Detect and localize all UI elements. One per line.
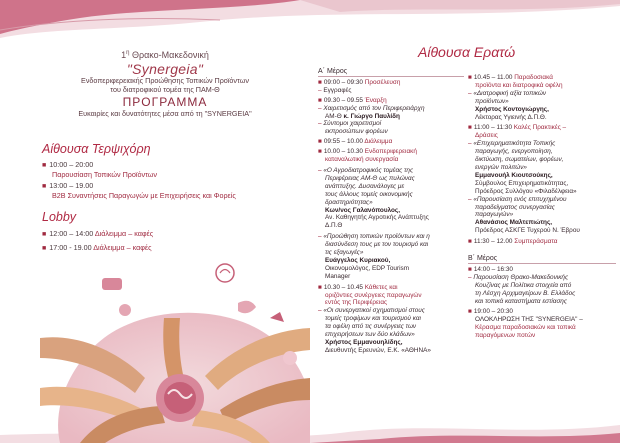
agenda-row-break: ■ 09:55 – 10.00 Διάλειμμα: [318, 138, 393, 146]
terpsichori-item-1-text: Παρουσίαση Τοπικών Προϊόντων: [52, 170, 158, 179]
program-heading: ΠΡΟΓΡΑΜΜΑ: [122, 94, 208, 109]
speaker-name: Χρήστος Κοντογιώργης,: [475, 105, 549, 113]
program-header: [40, 50, 290, 118]
speaker-name: Αθανάσιος Μαλτεπιώτης,: [475, 219, 553, 227]
erato-title: Αίθουσα Ερατώ: [418, 44, 516, 60]
agenda-row-synergies: ■ 10.30 – 10.45 Κάθετες και: [318, 283, 398, 291]
speaker-name: Κων/νος Γαλανόπουλος,: [325, 206, 401, 214]
terpsichori-item-2-text: B2B Συναντήσεις Παραγωγών με Επιχειρήσεις και Φορείς: [52, 191, 236, 200]
agenda-row-conclusions: ■ 11:30 – 12.00 Συμπεράσματα: [468, 238, 558, 246]
event-subtitle-2: του διατροφικού τομέα της ΠΑΜ-Θ: [110, 84, 220, 94]
speaker-name: Εμμανουήλ Κιουτσούκης,: [475, 171, 553, 179]
agenda-row-good-practices: ■ 11:00 – 11:30 Καλές Πρακτικές –: [468, 124, 567, 132]
agenda-row-opening: ■ 09.30 – 09.55 Έναρξη: [318, 96, 387, 104]
erato-column-2: ■ 10.45 – 11.00 Παραδοσιακά προϊόντα και διατροφικά οφέλη – «Διατροφική αξία τοπικών προϊόντων» Χρήστος Κοντογιώργης, Λέκτορας Υγιεινής Δ.Π.Θ. ■ 11:00 – 11:30 Καλές Πρακτικές – Δράσεις – «Επιχειρηματικότητα Τοπικής παραγωγής, ενεργοποίηση, δικτύωση, σωματείων, φορέων, ενεργών πολιτών» Εμμανουήλ Κιουτσούκης, Σύμβουλος Επιχειρηματικότητας, Πρόεδρος Συλλόγου «Φιλαδέλφεια» – «Παρουσίαση ενός επιτυχημένου παραδείγματος συνεργασίας παραγωγών» Αθανάσιος Μαλτεπιώτης, Πρόεδρος ΑΣΚΓΕ Τυχερού Ν. Έβρου ■ 11:30 – 12.00 Συμπεράσματα Β΄ Μέρος ■ 14:00 – 16:30 – Παρουσίαση Θρακο-Μακεδονικής Κουζίνας με Πολίτικα στοιχεία από τη Λέσχη Αρχιμαγείρων Β. Ελλάδος και τοπικά καταστήματα εστίασης ■ 19:00 – 20:30 ΟΛΟΚΛΗΡΩΣΗ ΤΗΣ "SYNERGEIA" – Κέρασμα παραδοσιακών και τοπικά παραγόμενων ποτών: [468, 74, 616, 340]
bullet-icon: ■: [42, 162, 47, 169]
erato-column-1: Α΄ Μέρος ■ 09:00 – 09:30 Προσέλευση – Εγγραφές ■ 09.30 – 09.55 Έναρξη – Χαιρετισμός από τον Περιφερειάρχη ΑΜ-Θ κ. Γιώργο Παυλίδη – Σύντομοι χαιρετισμοί εκπροσώπων φορέων ■ 09:55 – 10.00 Διάλειμμα ■ 10.00 – 10.30 Ενδοπεριφερειακή καταναλωτική συνεργασία – «Ο Αγροδιατροφικός τομέας της Περιφέρειας ΑΜ-Θ ως πυλώνας ανάπτυξης. Δυσανάλογες με τους άλλους τομείς οικονομικής δραστηριότητας» Κων/νος Γαλανόπουλος, Αν. Καθηγητής Αγροτικής Ανάπτυξης Δ.Π.Θ – «Προώθηση τοπικών προϊόντων και η διασύνδεση τους με τον τουρισμό και τις εξαγωγές» Ευάγγελος Κυριακού, Οικονομολόγος, EDP Tourism Manager ■ 10.30 – 10.45 Κάθετες και οριζόντιες συνέργειες παραγωγών εντός της Περιφέρειας – «Οι συνεργατικοί σχηματισμοί στους τομείς τροφίμων και τουρισμού και τα οφέλη από τις συνέργειες των επιχειρήσεων των δύο κλάδων» Χρήστος Εμμανουηλίδης, Διευθυντής Ερευνών, Ε.Κ. «ΑΘΗΝΑ»: [318, 68, 464, 355]
part-b-heading: Β΄ Μέρος: [468, 255, 616, 264]
event-edition: $1^\eta$ Θρακο-Μακεδονική: [121, 50, 209, 60]
part-a-heading: Α΄ Μέρος: [318, 68, 464, 77]
agenda-row-arrival: ■ 09:00 – 09:30 Προσέλευση: [318, 78, 401, 86]
lobby-item-1: ■ 12:00 – 14:00 Διάλειμμα – καφές: [42, 229, 154, 238]
program-tagline: Ευκαιρίες και δυνατότητες μέσα από τη "SYNERGEIA": [78, 108, 252, 118]
hands-food-illustration: [40, 258, 310, 443]
bullet-icon: ■: [42, 231, 47, 238]
lobby-item-2: ■ 17:00 - 19.00 Διάλειμμα – καφές: [42, 243, 152, 252]
lobby-title: Lobby: [42, 210, 77, 224]
terpsichori-item-1-time: ■ 10:00 – 20:00: [42, 160, 94, 169]
event-subtitle-1: Ενδοπεριφερειακής Προώθησης Τοπικών Προϊόντων: [81, 76, 249, 85]
agenda-row-traditional: ■ 10.45 – 11.00 Παραδοσιακά: [468, 74, 553, 81]
speaker-name: Χρήστος Εμμανουηλίδης,: [325, 339, 403, 346]
bullet-icon: ■: [42, 245, 47, 252]
event-name: "Synergeia": [126, 61, 204, 77]
agenda-row-cooperation: ■ 10.00 – 10.30 Ενδοπεριφερειακή: [318, 148, 417, 156]
terpsichori-item-2-time: ■ 13:00 – 19.00: [42, 181, 94, 190]
speaker-name: Ευάγγελος Κυριακού,: [325, 256, 391, 264]
agenda-row-closing: ■ 19:00 – 20:30: [468, 308, 513, 316]
agenda-row-cuisine: ■ 14:00 – 16:30: [468, 265, 513, 273]
bullet-icon: ■: [42, 183, 47, 190]
terpsichori-title: Αίθουσα Τερψιχόρη: [42, 142, 151, 156]
